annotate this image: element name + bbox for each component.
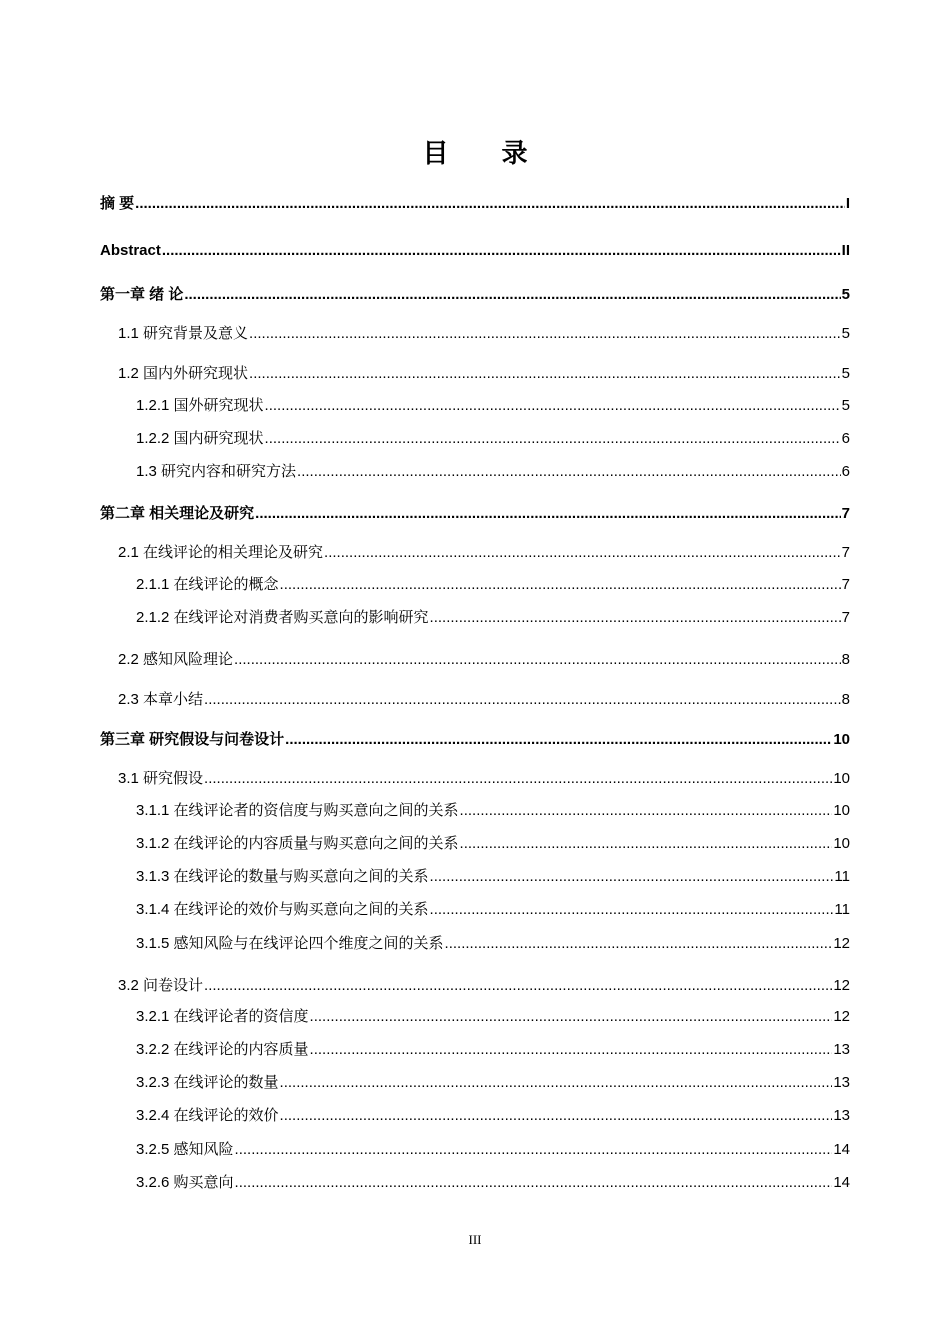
dot-leader	[310, 1008, 833, 1025]
toc-entry-label: 1.3 研究内容和研究方法	[136, 463, 297, 480]
toc-entry[interactable]	[0, 767, 950, 791]
toc-entry-page-number: 7	[841, 609, 850, 626]
toc-entry[interactable]	[0, 541, 950, 565]
toc-entry-label: 第二章 相关理论及研究	[100, 505, 255, 522]
toc-entry-page-number: 6	[841, 430, 850, 447]
dot-leader	[204, 691, 841, 708]
dot-leader	[324, 544, 841, 561]
toc-entry[interactable]	[0, 1171, 950, 1195]
toc-entry-page-number: 7	[841, 576, 850, 593]
toc-entry-label: 1.1 研究背景及意义	[118, 325, 249, 342]
toc-entry-label: 2.1.2 在线评论对消费者购买意向的影响研究	[136, 609, 429, 626]
dot-leader	[445, 935, 833, 952]
toc-entry-label: 2.1.1 在线评论的概念	[136, 576, 279, 593]
toc-entry-page-number: 5	[841, 325, 850, 342]
toc-entry-page-number: 14	[833, 1141, 850, 1158]
toc-entry-page-number: 8	[841, 651, 850, 668]
dot-leader	[430, 901, 834, 918]
toc-entry-label: 3.1 研究假设	[118, 770, 204, 787]
toc-entry-row	[136, 1005, 850, 1026]
toc-entry-row	[100, 242, 850, 259]
toc-entry-row	[136, 427, 850, 448]
toc-entry[interactable]	[0, 322, 950, 346]
toc-entry-row	[118, 541, 850, 562]
toc-entry-row	[136, 932, 850, 953]
toc-entry-label: 1.2.2 国内研究现状	[136, 430, 264, 447]
toc-entry-label: 2.3 本章小结	[118, 691, 204, 708]
dot-leader	[430, 609, 841, 626]
toc-entry-label: 3.1.2 在线评论的内容质量与购买意向之间的关系	[136, 835, 459, 852]
toc-entry-label: Abstract	[100, 242, 161, 259]
toc-entry-row	[136, 832, 850, 853]
toc-entry-label: 3.2.4 在线评论的效价	[136, 1107, 279, 1124]
dot-leader	[249, 365, 841, 382]
dot-leader	[265, 397, 841, 414]
toc-entry-row	[118, 648, 850, 669]
toc-entry[interactable]	[0, 648, 950, 672]
toc-entry[interactable]	[0, 502, 950, 526]
toc-entry[interactable]	[0, 898, 950, 922]
toc-entry-row	[118, 974, 850, 995]
toc-entry-row	[136, 1138, 850, 1159]
toc-entry-row	[136, 799, 850, 820]
dot-leader	[162, 242, 841, 259]
dot-leader	[280, 576, 841, 593]
toc-entry-page-number: 12	[833, 977, 850, 994]
toc-entry-row	[100, 283, 850, 304]
toc-entry-row	[136, 1104, 850, 1125]
dot-leader	[135, 195, 845, 212]
toc-entry[interactable]	[0, 832, 950, 856]
toc-entry[interactable]	[0, 1138, 950, 1162]
toc-entry[interactable]	[0, 799, 950, 823]
toc-entry[interactable]	[0, 394, 950, 418]
toc-entry-page-number: 8	[841, 691, 850, 708]
dot-leader	[310, 1041, 833, 1058]
toc-entry[interactable]	[0, 573, 950, 597]
page-number-footer: III	[468, 1232, 482, 1247]
toc-entry-row	[136, 898, 850, 919]
toc-entry[interactable]	[0, 728, 950, 752]
toc-entry-label: 2.1 在线评论的相关理论及研究	[118, 544, 324, 561]
toc-entry-page-number: 13	[833, 1074, 850, 1091]
toc-entry-label: 3.2.3 在线评论的数量	[136, 1074, 279, 1091]
toc-entry-label: 3.1.3 在线评论的数量与购买意向之间的关系	[136, 868, 429, 885]
toc-entry[interactable]	[0, 1038, 950, 1062]
dot-leader	[297, 463, 841, 480]
toc-entry-page-number: 12	[833, 935, 850, 952]
toc-entry-page-number: 5	[841, 365, 850, 382]
toc-entry-label: 3.1.1 在线评论者的资信度与购买意向之间的关系	[136, 802, 459, 819]
toc-entry-label: 1.2.1 国外研究现状	[136, 397, 264, 414]
toc-entry-page-number: 13	[833, 1107, 850, 1124]
toc-entry-page-number: 13	[833, 1041, 850, 1058]
toc-entry-row	[118, 322, 850, 343]
toc-entry-row	[100, 502, 850, 523]
toc-entry[interactable]	[0, 932, 950, 956]
toc-entry[interactable]	[0, 1104, 950, 1128]
toc-entry-row	[118, 362, 850, 383]
toc-entry[interactable]	[0, 362, 950, 386]
toc-entry-row	[100, 192, 850, 213]
toc-entry-row	[118, 688, 850, 709]
toc-entry[interactable]	[0, 460, 950, 484]
toc-entry-row	[118, 767, 850, 788]
dot-leader	[234, 651, 841, 668]
toc-entry-page-number: 6	[841, 463, 850, 480]
toc-entry-label: 3.2.1 在线评论者的资信度	[136, 1008, 309, 1025]
toc-entry-page-number: 5	[841, 286, 850, 303]
toc-entry[interactable]	[0, 283, 950, 307]
dot-leader	[460, 835, 833, 852]
toc-entry[interactable]	[0, 242, 950, 266]
toc-entry[interactable]	[0, 427, 950, 451]
toc-entry-page-number: II	[841, 242, 850, 259]
dot-leader	[255, 505, 840, 522]
toc-entry-page-number: 10	[833, 731, 850, 748]
toc-entry[interactable]	[0, 606, 950, 630]
toc-entry-label: 第一章 绪 论	[100, 286, 184, 303]
toc-entry-row	[136, 1038, 850, 1059]
toc-entry-label: 3.2.6 购买意向	[136, 1174, 234, 1191]
toc-entry-label: 1.2 国内外研究现状	[118, 365, 249, 382]
toc-entry-row	[136, 1171, 850, 1192]
dot-leader	[280, 1074, 833, 1091]
dot-leader	[235, 1141, 833, 1158]
toc-entry-row	[136, 460, 850, 481]
toc-entry-label: 第三章 研究假设与问卷设计	[100, 731, 285, 748]
toc-entry-page-number: 11	[834, 868, 850, 885]
toc-entry-page-number: I	[845, 195, 850, 212]
toc-entry[interactable]	[0, 192, 950, 216]
dot-leader	[204, 770, 832, 787]
toc-entry-label: 3.1.5 感知风险与在线评论四个维度之间的关系	[136, 935, 444, 952]
dot-leader	[280, 1107, 833, 1124]
toc-entry[interactable]	[0, 688, 950, 712]
dot-leader	[235, 1174, 833, 1191]
toc-entry-label: 2.2 感知风险理论	[118, 651, 234, 668]
toc-entry-row	[136, 1071, 850, 1092]
toc-entry-label: 3.1.4 在线评论的效价与购买意向之间的关系	[136, 901, 429, 918]
toc-entry-page-number: 11	[834, 901, 850, 918]
toc-entry-page-number: 10	[833, 802, 850, 819]
toc-entry[interactable]	[0, 1005, 950, 1029]
toc-entry-row	[100, 728, 850, 749]
dot-leader	[249, 325, 841, 342]
toc-entry[interactable]	[0, 1071, 950, 1095]
dot-leader	[265, 430, 841, 447]
toc-entry-page-number: 12	[833, 1008, 850, 1025]
toc-entry-label: 3.2.5 感知风险	[136, 1141, 234, 1158]
toc-entry[interactable]	[0, 974, 950, 998]
toc-entry-row	[136, 394, 850, 415]
dot-leader	[204, 977, 832, 994]
toc-entry-label: 3.2 问卷设计	[118, 977, 204, 994]
toc-entry-label: 摘 要	[100, 195, 135, 212]
toc-entry-page-number: 7	[841, 505, 850, 522]
toc-entry-page-number: 7	[841, 544, 850, 561]
dot-leader	[184, 286, 840, 303]
toc-entry-page-number: 14	[833, 1174, 850, 1191]
toc-title: 目 录	[422, 139, 550, 169]
dot-leader	[430, 868, 834, 885]
toc-entry-row	[136, 573, 850, 594]
toc-entry-page-number: 10	[833, 835, 850, 852]
dot-leader	[460, 802, 833, 819]
toc-entry-page-number: 5	[841, 397, 850, 414]
toc-entry[interactable]	[0, 865, 950, 889]
dot-leader	[285, 731, 832, 748]
toc-entry-page-number: 10	[833, 770, 850, 787]
toc-entry-row	[136, 865, 850, 886]
toc-entry-label: 3.2.2 在线评论的内容质量	[136, 1041, 309, 1058]
toc-entry-row	[136, 606, 850, 627]
